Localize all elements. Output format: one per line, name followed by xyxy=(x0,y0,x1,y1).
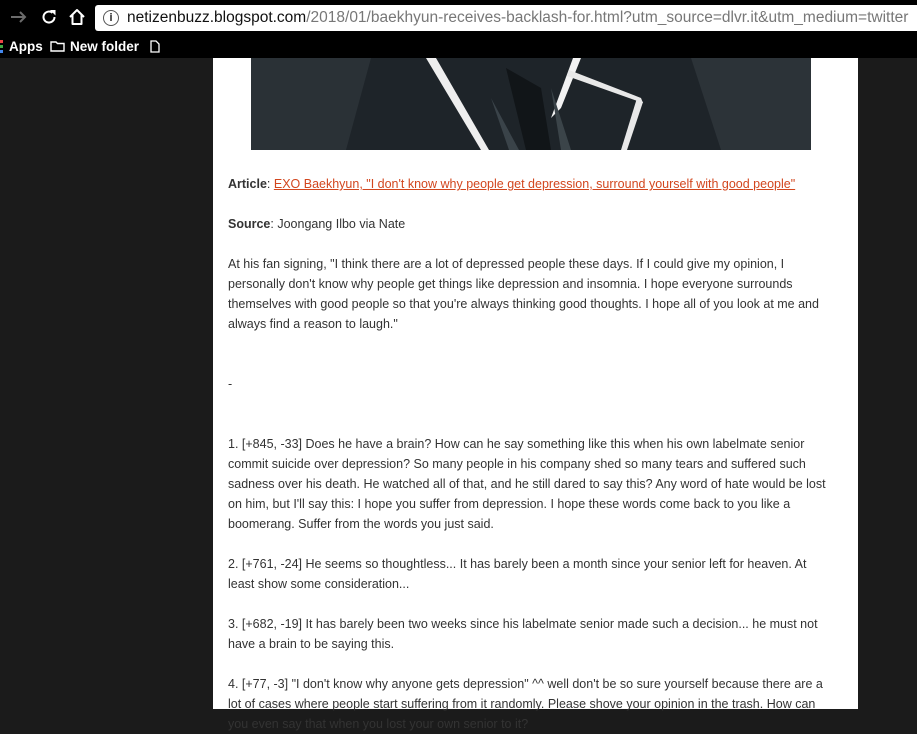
folder-icon xyxy=(50,40,65,52)
separator: - xyxy=(228,377,233,391)
comment-2: 2. [+761, -24] He seems so thoughtless... It has barely been a month since your senior left for heaven. At least show some consideration... xyxy=(228,557,807,591)
url-text[interactable] xyxy=(127,8,908,28)
browser-toolbar xyxy=(0,0,917,34)
bookmark-new-folder[interactable] xyxy=(50,37,139,55)
reload-icon xyxy=(40,8,58,26)
intro-paragraph: At his fan signing, "I think there are a lot of depressed people these days. If I could give my opinion, I personally don't know why people get things like depression and insomnia. I hope everyone surrounds themselves with good people so that you're always thinking good thoughts. I hope all of you look at me and always find a reason to laugh." xyxy=(228,257,819,331)
comment-1: 1. [+845, -33] Does he have a brain? How can he say something like this when his own labelmate senior commit suicide over depression? So many people in his company shed so many tears and suffered such sadness over his death. He watched all of that, and he still dared to say this? Any word of hate would be lost on him, but I'll say this: I hope you suffer from depression. I hope these words come back to you like a boomerang. Suffer from the words you just said. xyxy=(228,437,826,531)
bookmark-page[interactable] xyxy=(150,37,165,55)
article-link[interactable]: EXO Baekhyun, "I don't know why people get depression, surround yourself with good people" xyxy=(273,177,796,191)
bookmark-apps-label: Apps xyxy=(9,38,43,54)
home-button[interactable] xyxy=(66,6,88,28)
source-label: Source xyxy=(228,217,271,231)
article-photo xyxy=(251,58,811,150)
source-text: : Joongang Ilbo via Nate xyxy=(270,217,406,231)
blog-post xyxy=(213,58,858,731)
article-line: Article: EXO Baekhyun, "I don't know why people get depression, surround yourself with good people" xyxy=(228,177,796,191)
article-body xyxy=(228,174,836,734)
article-label: Article xyxy=(228,177,267,191)
comment-3: 3. [+682, -19] It has barely been two weeks since his labelmate senior made such a decision... he must not have a brain to be saying this. xyxy=(228,617,818,651)
apps-grid-icon xyxy=(0,39,4,53)
bookmark-apps[interactable] xyxy=(0,37,43,55)
comment-4: 4. [+77, -3] "I don't know why anyone gets depression" ^^ well don't be so sure yourself because there are a lot of cases where people start suffering from it randomly. Please shove your opinion in the trash. How can you even say that when you lost your own senior to it? xyxy=(228,677,823,731)
url-host: netizenbuzz.blogspot.com xyxy=(127,9,307,26)
page-icon xyxy=(150,40,160,53)
article-photo-image xyxy=(251,58,811,150)
info-icon[interactable]: i xyxy=(103,10,119,26)
page-viewport xyxy=(0,58,917,731)
url-path: /2018/01/baekhyun-receives-backlash-for.html?utm_source=dlvr.it&utm_medium=twitter xyxy=(306,9,909,26)
bookmark-folder-label: New folder xyxy=(70,38,140,54)
forward-button[interactable] xyxy=(8,6,30,28)
address-bar[interactable] xyxy=(95,5,917,31)
source-line xyxy=(228,214,836,234)
home-icon xyxy=(68,8,86,26)
forward-arrow-icon xyxy=(10,10,28,24)
reload-button[interactable] xyxy=(38,6,60,28)
bookmarks-bar xyxy=(0,34,917,58)
